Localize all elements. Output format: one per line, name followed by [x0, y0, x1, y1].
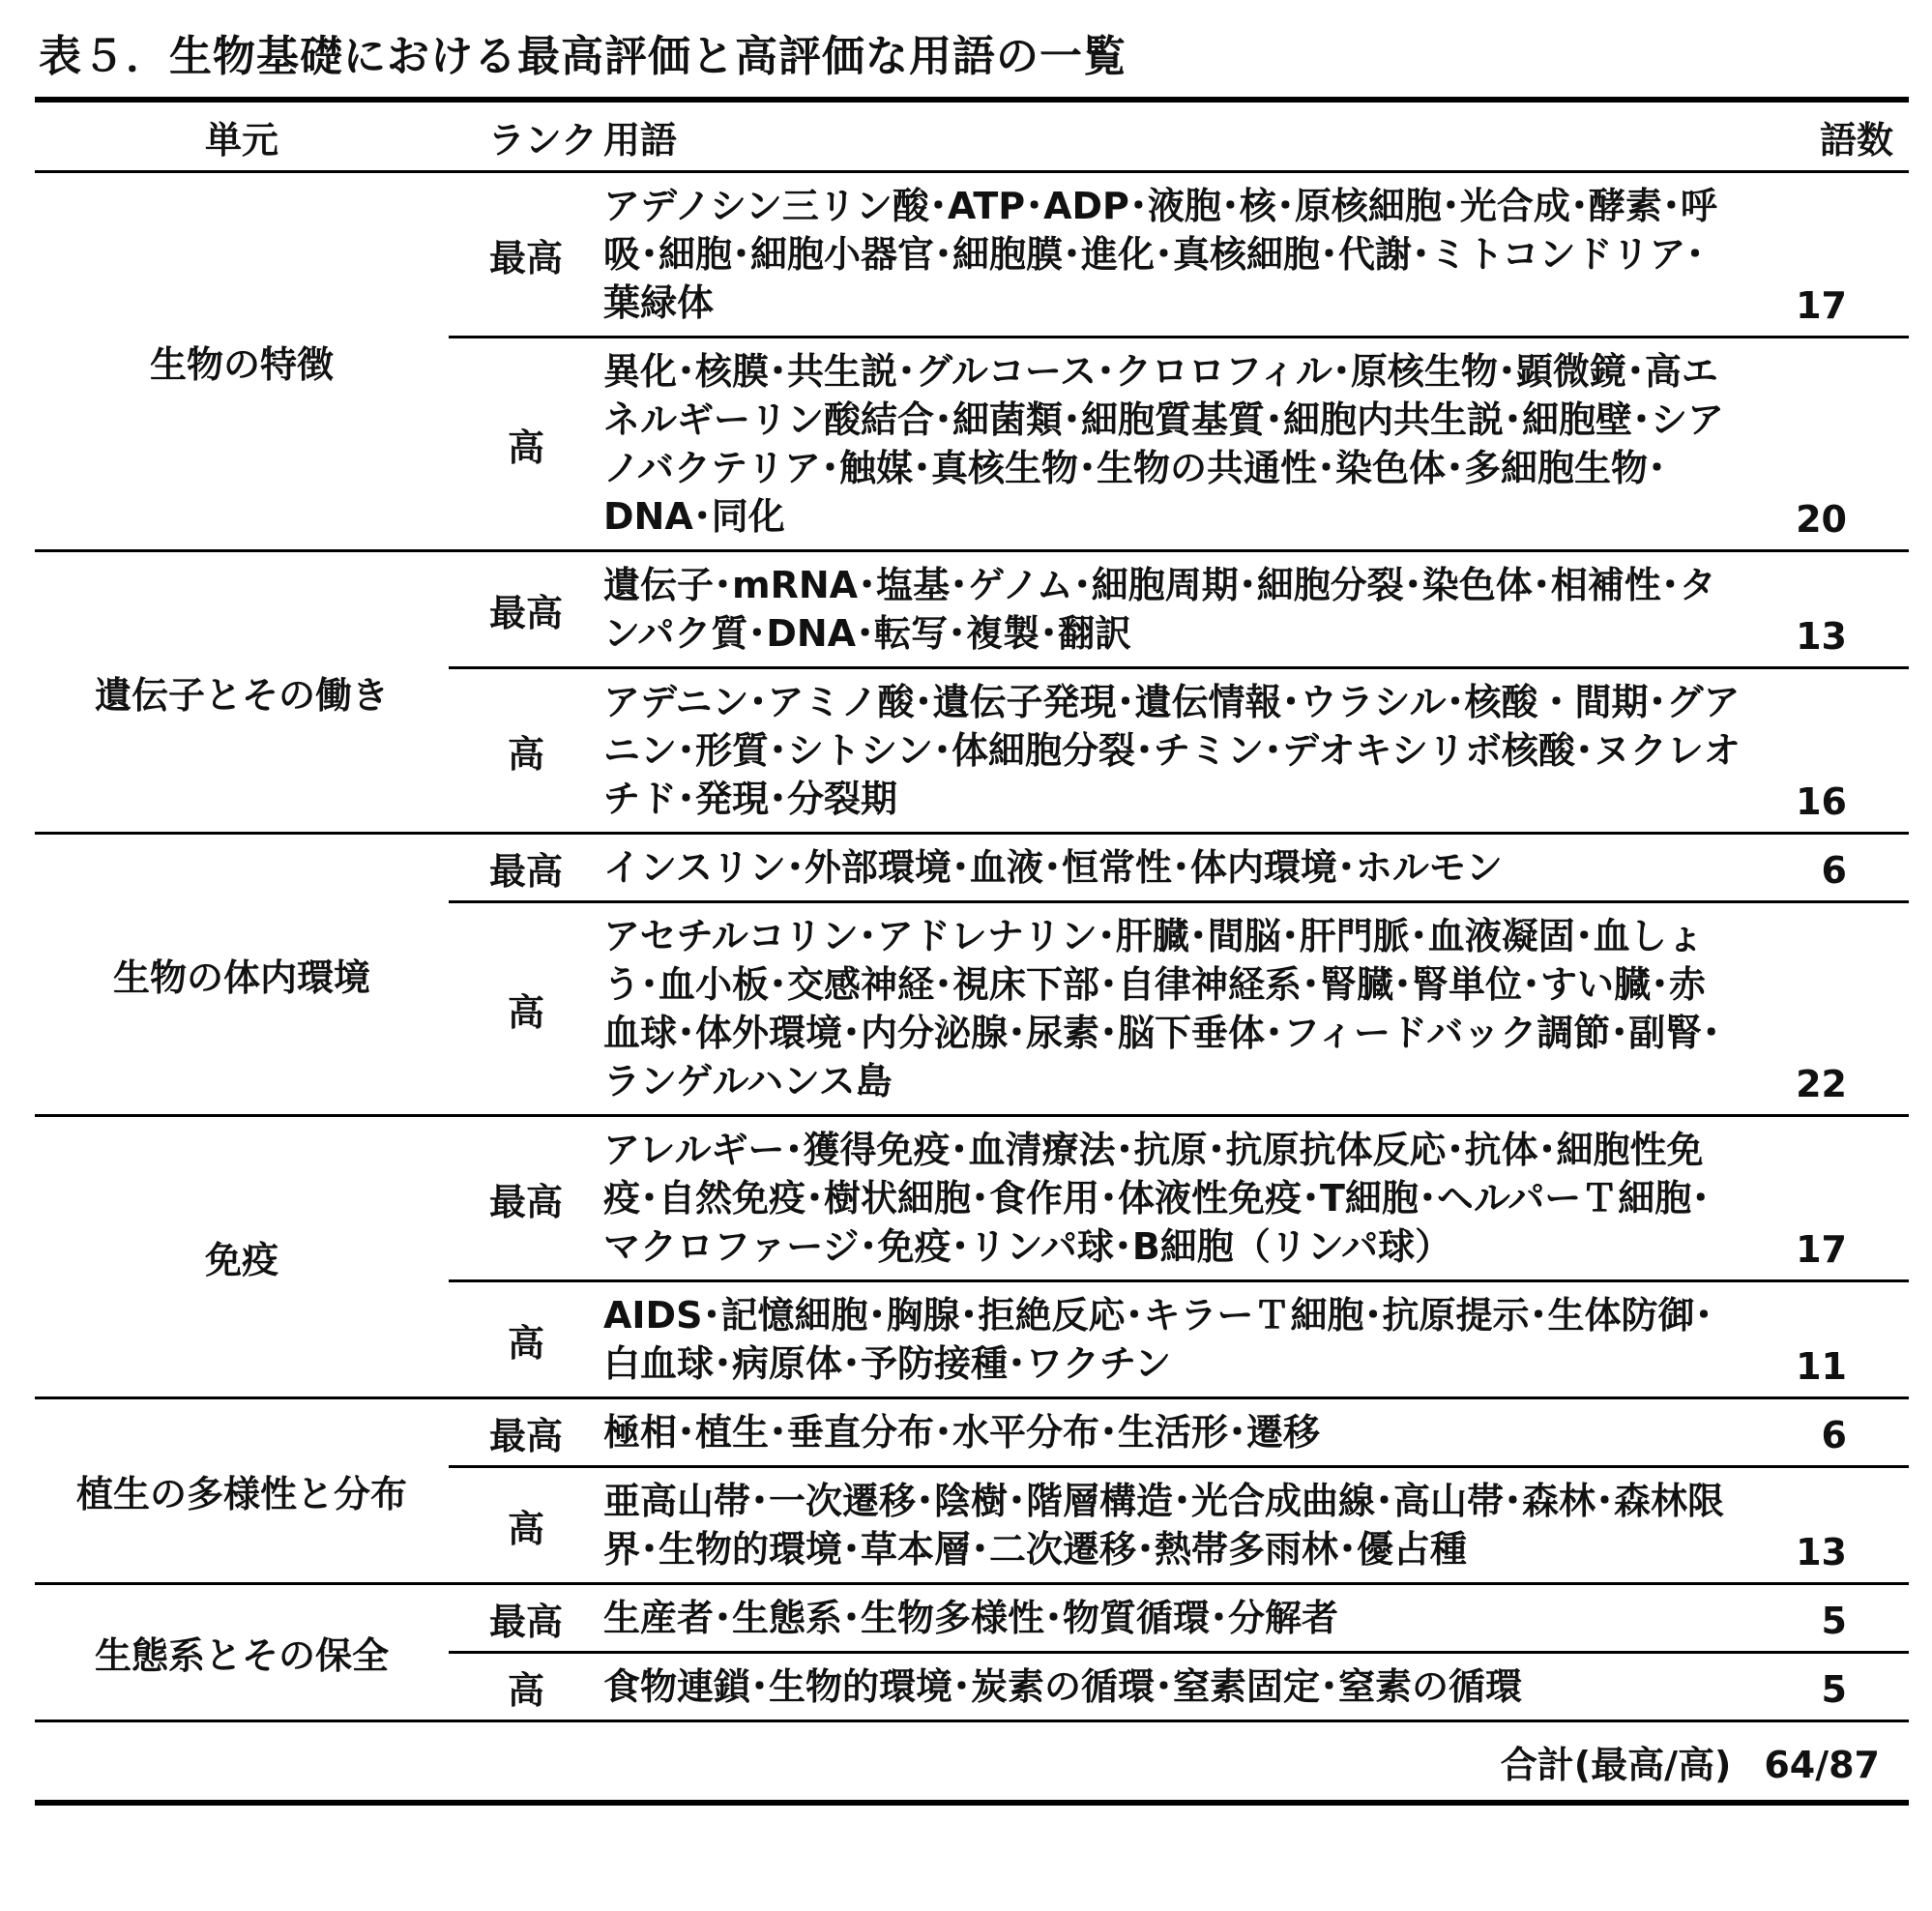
terms-cell: AIDS･記憶細胞･胸腺･拒絶反応･キラーＴ細胞･抗原提示･生体防御･白血球･病原体･予防接種･ワクチン: [603, 1281, 1754, 1398]
table-title: 表５．生物基礎における最高評価と高評価な用語の一覧: [39, 32, 1127, 81]
unit-cell: 遺伝子とその働き: [35, 551, 449, 834]
table-row: [35, 834, 1909, 902]
rank-cell: 高: [449, 668, 603, 834]
total-value: 64/87: [1764, 1743, 1880, 1786]
rank-cell: 高: [449, 1281, 603, 1398]
terms-cell: インスリン･外部環境･血液･恒常性･体内環境･ホルモン: [603, 834, 1754, 902]
total-row: [35, 1721, 1909, 1804]
count-cell: 13: [1754, 1467, 1909, 1584]
header-count: 語数: [1754, 100, 1909, 172]
rank-cell: 最高: [449, 1116, 603, 1281]
terms-cell: 遺伝子･mRNA･塩基･ゲノム･細胞周期･細胞分裂･染色体･相補性･タンパク質･DNA･転写･複製･翻訳: [603, 551, 1754, 668]
count-cell: 6: [1754, 834, 1909, 902]
terms-cell: アデニン･アミノ酸･遺伝子発現･遺伝情報･ウラシル･核酸・間期･グアニン･形質･シトシン･体細胞分裂･チミン･デオキシリボ核酸･ヌクレオチド･発現･分裂期: [603, 668, 1754, 834]
terms-table: [35, 97, 1909, 1806]
count-cell: 17: [1754, 172, 1909, 338]
rank-cell: 高: [449, 1653, 603, 1721]
table-row: [35, 1398, 1909, 1467]
count-cell: 5: [1754, 1653, 1909, 1721]
unit-cell: 生物の特徴: [35, 172, 449, 551]
header-unit: 単元: [35, 100, 449, 172]
rank-cell: 最高: [449, 834, 603, 902]
rank-cell: 最高: [449, 1584, 603, 1653]
unit-cell: 生態系とその保全: [35, 1584, 449, 1721]
table-row: [35, 551, 1909, 668]
table-row: [35, 1116, 1909, 1281]
rank-cell: 最高: [449, 1398, 603, 1467]
count-cell: 22: [1754, 902, 1909, 1116]
table-row: [35, 1584, 1909, 1653]
count-cell: 17: [1754, 1116, 1909, 1281]
terms-cell: 食物連鎖･生物的環境･炭素の循環･窒素固定･窒素の循環: [603, 1653, 1754, 1721]
unit-cell: 免疫: [35, 1116, 449, 1398]
terms-cell: 生産者･生態系･生物多様性･物質循環･分解者: [603, 1584, 1754, 1653]
terms-cell: アセチルコリン･アドレナリン･肝臓･間脳･肝門脈･血液凝固･血しょう･血小板･交感神経･視床下部･自律神経系･腎臓･腎単位･すい臓･赤血球･体外環境･内分泌腺･尿素･脳下垂体･フィードバック調節･副腎･ランゲルハンス島: [603, 902, 1754, 1116]
header-rank: ランク: [449, 100, 603, 172]
rank-cell: 高: [449, 1467, 603, 1584]
count-cell: 11: [1754, 1281, 1909, 1398]
total-cell: [35, 1721, 1909, 1804]
terms-cell: 異化･核膜･共生説･グルコース･クロロフィル･原核生物･顕微鏡･高エネルギーリン酸結合･細菌類･細胞質基質･細胞内共生説･細胞壁･シアノバクテリア･触媒･真核生物･生物の共通性･染色体･多細胞生物･DNA･同化: [603, 338, 1754, 551]
terms-cell: 亜高山帯･一次遷移･陰樹･階層構造･光合成曲線･高山帯･森林･森林限界･生物的環境･草本層･二次遷移･熱帯多雨林･優占種: [603, 1467, 1754, 1584]
header-terms: 用語: [603, 100, 1754, 172]
terms-cell: アデノシン三リン酸･ATP･ADP･液胞･核･原核細胞･光合成･酵素･呼吸･細胞･細胞小器官･細胞膜･進化･真核細胞･代謝･ミトコンドリア･葉緑体: [603, 172, 1754, 338]
header-row: [35, 100, 1909, 172]
count-cell: 20: [1754, 338, 1909, 551]
count-cell: 13: [1754, 551, 1909, 668]
unit-cell: 生物の体内環境: [35, 834, 449, 1116]
rank-cell: 最高: [449, 172, 603, 338]
table-row: [35, 172, 1909, 338]
count-cell: 16: [1754, 668, 1909, 834]
rank-cell: 最高: [449, 551, 603, 668]
count-cell: 5: [1754, 1584, 1909, 1653]
terms-cell: 極相･植生･垂直分布･水平分布･生活形･遷移: [603, 1398, 1754, 1467]
rank-cell: 高: [449, 902, 603, 1116]
total-label: 合計(最高/高): [1500, 1743, 1732, 1786]
rank-cell: 高: [449, 338, 603, 551]
unit-cell: 植生の多様性と分布: [35, 1398, 449, 1584]
count-cell: 6: [1754, 1398, 1909, 1467]
terms-cell: アレルギー･獲得免疫･血清療法･抗原･抗原抗体反応･抗体･細胞性免疫･自然免疫･樹状細胞･食作用･体液性免疫･T細胞･ヘルパーＴ細胞･マクロファージ･免疫･リンパ球･B細胞（リンパ球）: [603, 1116, 1754, 1281]
